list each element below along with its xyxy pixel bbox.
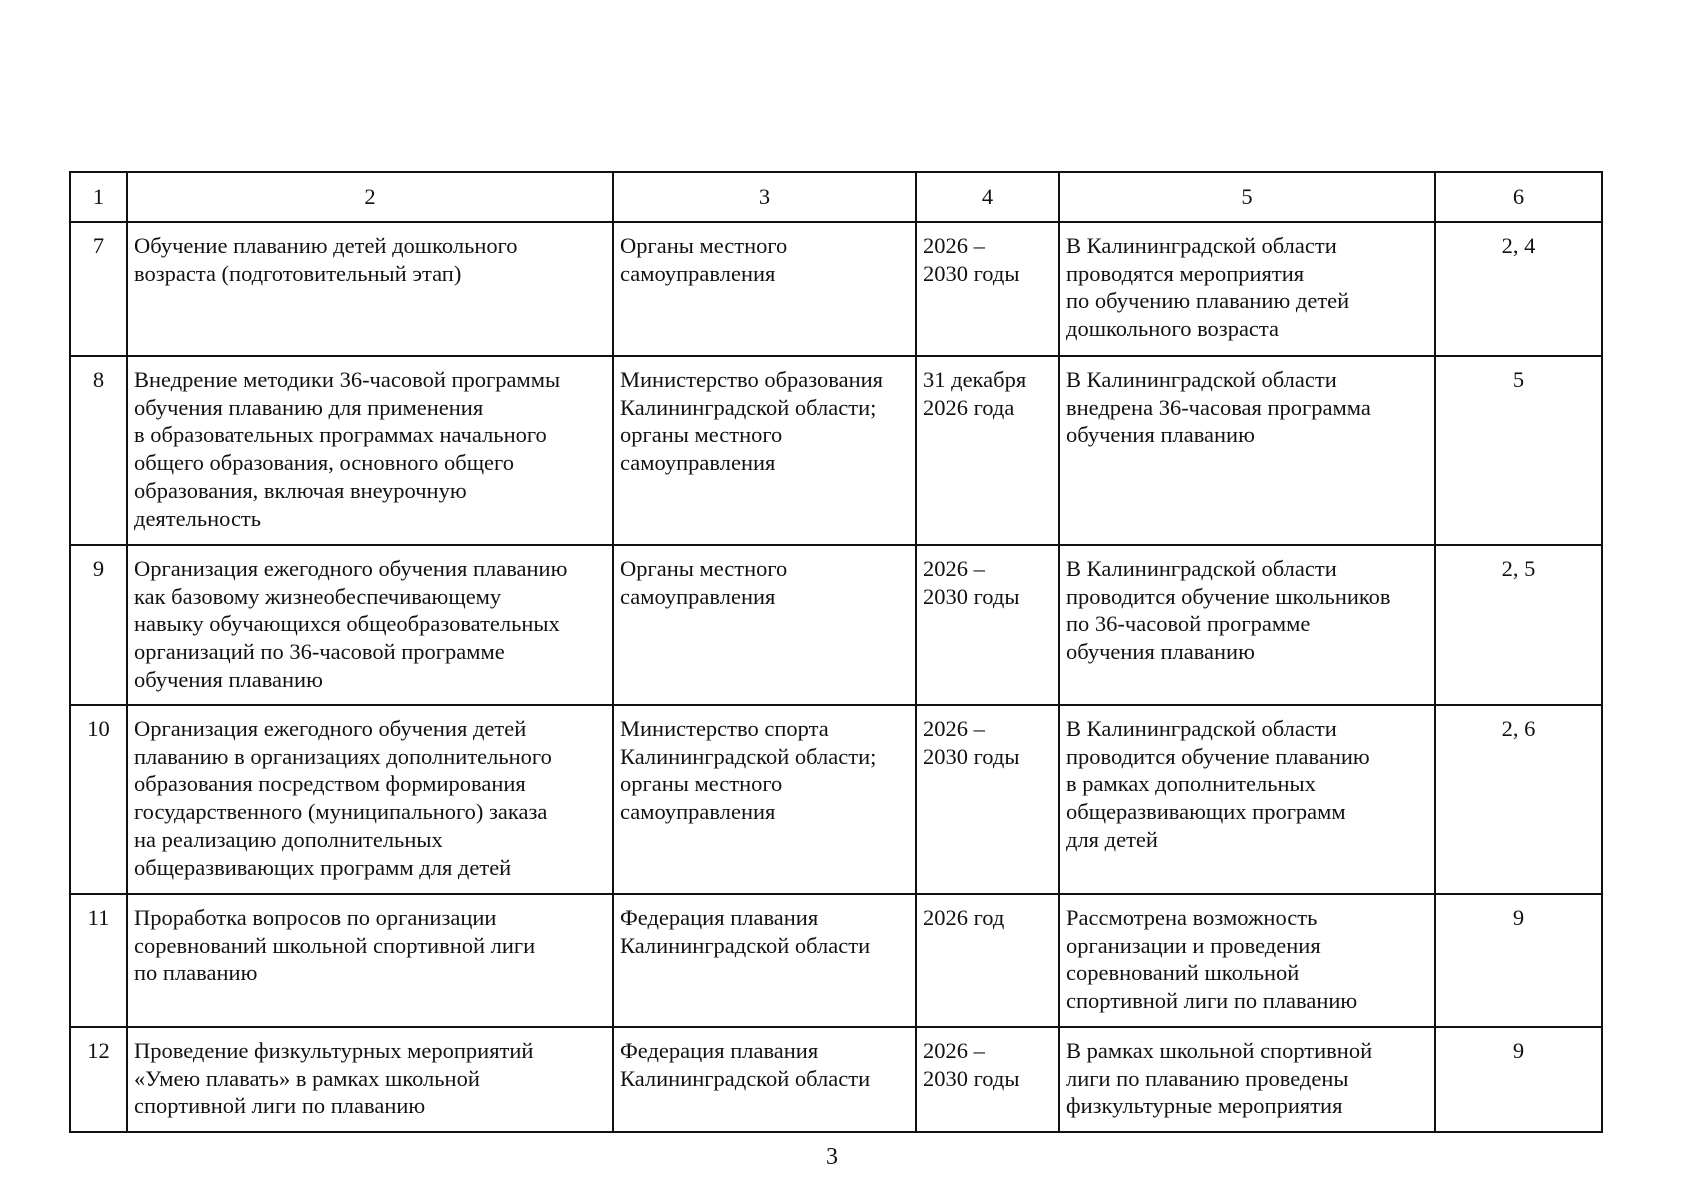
row-number: 10 bbox=[70, 705, 127, 894]
header-cell: 3 bbox=[613, 172, 916, 222]
responsible-cell: Федерация плавания Калининградской области bbox=[613, 1027, 916, 1132]
deadline-cell: 2026 – 2030 годы bbox=[916, 705, 1059, 894]
responsible-cell: Органы местного самоуправления bbox=[613, 222, 916, 356]
header-cell: 4 bbox=[916, 172, 1059, 222]
responsible-cell: Министерство образования Калининградской области; органы местного самоуправления bbox=[613, 356, 916, 545]
table-row bbox=[70, 705, 1602, 894]
table-row bbox=[70, 894, 1602, 1027]
header-cell: 2 bbox=[127, 172, 613, 222]
responsible-cell: Органы местного самоуправления bbox=[613, 545, 916, 705]
event-cell: Обучение плаванию детей дошкольного возраста (подготовительный этап) bbox=[127, 222, 613, 356]
responsible-cell: Федерация плавания Калининградской области bbox=[613, 894, 916, 1027]
event-cell: Организация ежегодного обучения плаванию как базовому жизнеобеспечивающему навыку обучающихся общеобразовательных организаций по 36-часовой программе обучения плаванию bbox=[127, 545, 613, 705]
deadline-cell: 2026 – 2030 годы bbox=[916, 222, 1059, 356]
result-cell: В рамках школьной спортивной лиги по плаванию проведены физкультурные мероприятия bbox=[1059, 1027, 1435, 1132]
row-number: 8 bbox=[70, 356, 127, 545]
deadline-cell: 2026 – 2030 годы bbox=[916, 1027, 1059, 1132]
indicators-cell: 9 bbox=[1435, 1027, 1602, 1132]
indicators-cell: 2, 5 bbox=[1435, 545, 1602, 705]
header-cell: 5 bbox=[1059, 172, 1435, 222]
header-cell: 1 bbox=[70, 172, 127, 222]
indicators-cell: 2, 6 bbox=[1435, 705, 1602, 894]
table-row bbox=[70, 356, 1602, 545]
deadline-cell: 2026 год bbox=[916, 894, 1059, 1027]
deadline-cell: 31 декабря 2026 года bbox=[916, 356, 1059, 545]
table-row bbox=[70, 545, 1602, 705]
indicators-cell: 9 bbox=[1435, 894, 1602, 1027]
plan-table bbox=[69, 171, 1603, 1133]
indicators-cell: 2, 4 bbox=[1435, 222, 1602, 356]
indicators-cell: 5 bbox=[1435, 356, 1602, 545]
result-cell: В Калининградской области проводится обучение плаванию в рамках дополнительных общеразвивающих программ для детей bbox=[1059, 705, 1435, 894]
event-cell: Проведение физкультурных мероприятий «Умею плавать» в рамках школьной спортивной лиги по плаванию bbox=[127, 1027, 613, 1132]
result-cell: Рассмотрена возможность организации и проведения соревнований школьной спортивной лиги по плаванию bbox=[1059, 894, 1435, 1027]
table-header-row bbox=[70, 172, 1602, 222]
page-number: 3 bbox=[826, 1144, 838, 1170]
deadline-cell: 2026 – 2030 годы bbox=[916, 545, 1059, 705]
result-cell: В Калининградской области проводится обучение школьников по 36-часовой программе обучения плаванию bbox=[1059, 545, 1435, 705]
event-cell: Внедрение методики 36-часовой программы обучения плаванию для применения в образовательных программах начального общего образования, основного общего образования, включая внеурочную деятельность bbox=[127, 356, 613, 545]
result-cell: В Калининградской области внедрена 36-часовая программа обучения плаванию bbox=[1059, 356, 1435, 545]
row-number: 9 bbox=[70, 545, 127, 705]
table-row bbox=[70, 1027, 1602, 1132]
event-cell: Проработка вопросов по организации соревнований школьной спортивной лиги по плаванию bbox=[127, 894, 613, 1027]
responsible-cell: Министерство спорта Калининградской области; органы местного самоуправления bbox=[613, 705, 916, 894]
header-cell: 6 bbox=[1435, 172, 1602, 222]
row-number: 11 bbox=[70, 894, 127, 1027]
row-number: 7 bbox=[70, 222, 127, 356]
event-cell: Организация ежегодного обучения детей плаванию в организациях дополнительного образования посредством формирования государственного (муниципального) заказа на реализацию дополнительных общеразвивающих программ для детей bbox=[127, 705, 613, 894]
table-row bbox=[70, 222, 1602, 356]
result-cell: В Калининградской области проводятся мероприятия по обучению плаванию детей дошкольного возраста bbox=[1059, 222, 1435, 356]
row-number: 12 bbox=[70, 1027, 127, 1132]
